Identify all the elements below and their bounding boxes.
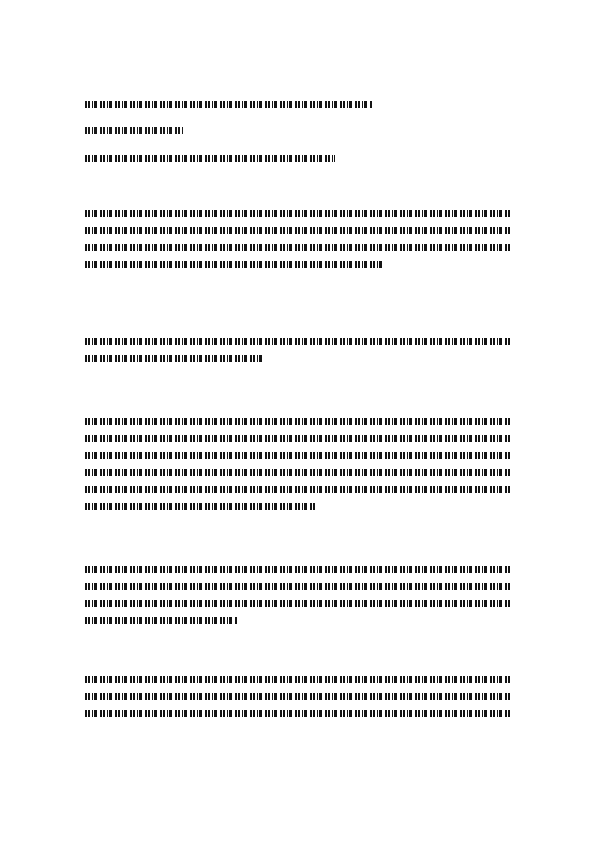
paragraph-1-line-4	[85, 261, 385, 268]
paragraph-1-line-1	[85, 210, 510, 217]
header-line-3	[85, 155, 335, 162]
paragraph-5-line-3	[85, 710, 510, 717]
paragraph-4-line-2	[85, 583, 510, 590]
paragraph-3-line-6	[85, 503, 317, 510]
paragraph-3-line-5	[85, 486, 510, 493]
paragraph-3-line-2	[85, 435, 510, 442]
paragraph-3-line-3	[85, 452, 510, 459]
paragraph-2-line-2	[85, 355, 263, 362]
paragraph-4-line-3	[85, 600, 510, 607]
paragraph-3-line-4	[85, 469, 510, 476]
paragraph-4-line-1	[85, 566, 510, 573]
paragraph-5-line-1	[85, 676, 510, 683]
paragraph-1-line-3	[85, 244, 510, 251]
header-line-2	[85, 127, 183, 134]
paragraph-4-line-4	[85, 617, 237, 624]
paragraph-2-line-1	[85, 338, 510, 345]
paragraph-5-line-2	[85, 693, 510, 700]
paragraph-3-line-1	[85, 418, 510, 425]
paragraph-1-line-2	[85, 227, 510, 234]
header-line-1	[85, 101, 373, 108]
